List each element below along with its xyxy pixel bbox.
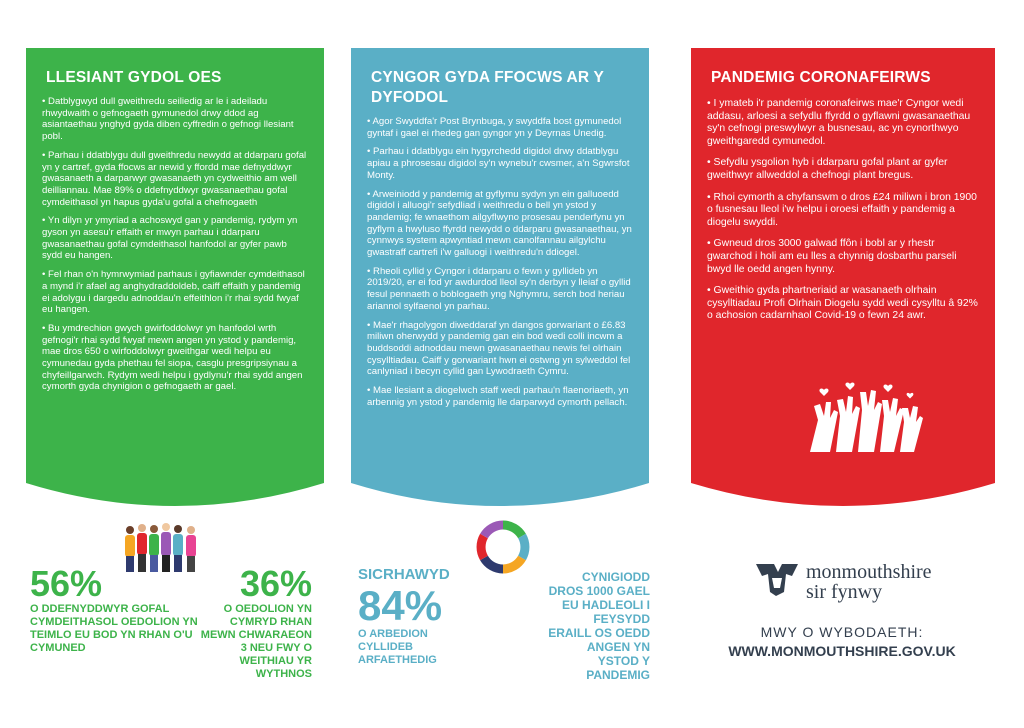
logo-line-welsh: sir fynwy	[806, 581, 883, 603]
stat-value: 84%	[358, 582, 443, 629]
dragon-crest-icon	[752, 558, 802, 598]
stat-1000-staff	[548, 570, 650, 682]
bullet-item: • Gwneud dros 3000 galwad ffôn i bobl ar y rhestr gwarchod i holi am eu lles a chynnig dosbarthu parseli bwyd lle oedd angen hynny.	[707, 238, 957, 275]
bullet-item: • Rhoi cymorth a chyfanswm o dros £24 miliwn i bron 1900 o fusnesau lleol i'w helpu i oroesi effaith y pandemig a diogelu swyddi.	[707, 191, 977, 228]
website-link[interactable]: WWW.MONMOUTHSHIRE.GOV.UK	[728, 643, 956, 659]
bullet-item: • Bu ymdrechion gwych gwirfoddolwyr yn hanfodol wrth gefnogi'r rhai sydd fwyaf mewn angen yn ystod y pandemig, mae dros 650 o wirfoddolwyr gweithgar wedi helpu eu cymunedau gyda phethau fel siopa, casglu presgripsiynau a chyfeillgarwch. Rydym wedi helpu i gydlynu'r rhai sydd angen cymorth gyda chynigion o gefnogaeth ar gael.	[42, 322, 303, 393]
panel-title-wellbeing: LLESIANT GYDOL OES	[46, 69, 222, 86]
bullet-item: • Agor Swyddfa'r Post Brynbuga, y swyddfa bost gymunedol gyntaf i gael ei rhedeg gan gyngor yn y Deyrnas Unedig.	[367, 116, 622, 139]
bullet-item: • Gweithio gyda phartneriaid ar wasanaeth olrhain cysylltiadau Profi Olrhain Diogelu sydd wedi cysylltu â 92% o achosion cadarnhaol Covid-19 o fewn 24 awr.	[707, 285, 978, 322]
bullet-item: • Sefydlu ysgolion hyb i ddarparu gofal plant ar gyfer gweithwyr allweddol a chefnogi plant bregus.	[707, 157, 948, 181]
puzzle-ring-icon	[474, 518, 532, 576]
stat-84-percent	[358, 566, 468, 667]
stat-lead: SICRHAWYD	[358, 566, 450, 583]
bullet-item: • Rheoli cyllid y Cyngor i ddarparu o fewn y gyllideb yn 2019/20, er ei fod yr awdurdod lleol sy'n derbyn y lleiaf o gyllid fesul pennaeth o boblogaeth yng Nghymru, serch bod heriau ariannol sylfaenol yn parhau.	[367, 265, 631, 312]
panel-curve	[691, 483, 995, 529]
stat-description: CYNIGIODD DROS 1000 GAEL EU HADLEOLI I FEYSYDD ERAILL OS OEDD ANGEN YN YSTOD Y PANDEMIG	[548, 570, 650, 682]
more-info-label: MWY O WYBODAETH:	[760, 624, 924, 640]
monmouthshire-logo	[752, 558, 992, 608]
stat-value: 36%	[239, 563, 312, 604]
bullet-item: • Datblygwyd dull gweithredu seiliedig ar le i adeiladu rhwydwaith o gefnogaeth gymunedol drwy ddod ag asiantaethau ynghyd gyda diben cyffredin o gefnogi llesiant pobl.	[42, 96, 294, 143]
logo-wordmark	[806, 562, 932, 602]
bullet-item: • Parhau i ddatblygu ein hygyrchedd digidol drwy ddatblygu apiau a phrosesau digidol sy'n wynebu'r cwsmer, a'n Sgwrsfot Monty.	[367, 146, 630, 181]
panel-wellbeing	[26, 48, 324, 528]
wellbeing-bullet-list	[42, 96, 308, 400]
bullet-item: • Mae'r rhagolygon diweddaraf yn dangos gorwariant o £6.83 miliwn oherwydd y pandemig gan ein bod wedi colli incwm a buddsoddi adnoddau mewn gwasanaethau newis fel olrhain cysylltiadau. Caiff y gorwariant hwn ei ostwng yn sylweddol fel canlyniad i becyn cyllid gan Lywodraeth Cymru.	[367, 319, 631, 378]
logo-line-english: monmouthshire	[806, 561, 932, 583]
stat-description: O OEDOLION YN CYMRYD RHAN MEWN CHWARAEON 3 NEU FWY O WEITHIAU YR WYTHNOS	[200, 603, 312, 680]
coronavirus-bullet-list	[707, 98, 979, 332]
stat-description: O DDEFNYDDWYR GOFAL CYMDEITHASOL OEDOLION YN TEIMLO EU BOD YN RHAN O'U CYMUNED	[30, 603, 198, 654]
bullet-item: • I ymateb i'r pandemig coronafeirws mae'r Cyngor wedi addasu, arloesi a sefydlu ffyrdd o gyflawni gwasanaethau sy'n cefnogi preswylwyr a busnesau, ac yn cynorthwyo gweithgaredd cymunedol.	[707, 98, 971, 147]
bullet-item: • Yn dilyn yr ymyriad a achoswyd gan y pandemig, rydym yn gyson yn asesu'r effaith er mwyn parhau i ddarparu gwasanaethau gofal cymdeithasol hanfodol ar gyfer pawb sydd eu hangen.	[42, 215, 298, 262]
panel-future-council	[351, 48, 649, 528]
bullet-item: • Mae llesiant a diogelwch staff wedi parhau'n flaenoriaeth, yn arbennig yn ystod y pandemig lle darparwyd cymorth pellach.	[367, 385, 629, 408]
panel-title-coronavirus: PANDEMIG CORONAFEIRWS	[711, 69, 931, 86]
panel-coronavirus	[691, 48, 995, 528]
stat-description: O ARBEDION CYLLIDEB ARFAETHEDIG	[358, 628, 437, 666]
bullet-item: • Fel rhan o'n hymrwymiad parhaus i gyfiawnder cymdeithasol a mynd i'r afael ag anghydraddoldeb, caiff effaith y pandemig ei adolygu i dargedu adnoddau'n effeithlon i'r rhai sydd fwyaf eu hangen.	[42, 269, 305, 316]
future-council-bullet-list	[367, 116, 633, 415]
stat-56-percent	[30, 565, 210, 655]
stat-36-percent	[200, 565, 312, 681]
raised-hands-hearts-icon	[790, 380, 930, 452]
bullet-item: • Arweiniodd y pandemig at gyflymu sydyn yn ein galluoedd digidol i alluogi'r sefydliad i weithredu o bell yn ystod y pandemig; fe wnaethom ailgyflwyno prosesau penderfynu yn gyflym a hwyluso ffyrdd newydd o ddarparu gwasanaethau, yn cynnwys system apwyntiad mewn canolfannau ailgylchu gwastraff cartrefi i'w galluogi i weithredu'n ddiogel.	[367, 188, 632, 259]
bullet-item: • Parhau i ddatblygu dull gweithredu newydd at ddarparu gofal yn y cartref, gyda ffocws ar newid y ffordd mae defnyddwyr gwasanaeth a darparwyr gwasanaeth yn cydweithio am well deilliannau. Mae 89% o ddefnyddwyr gwasanaethau gofal cymdeithasol yn hapus gyda'u gofal a chefnogaeth	[42, 149, 307, 208]
panel-title-future-council: CYNGOR GYDA FFOCWS AR Y DYFODOL	[371, 69, 604, 106]
stat-value: 56%	[30, 563, 103, 604]
